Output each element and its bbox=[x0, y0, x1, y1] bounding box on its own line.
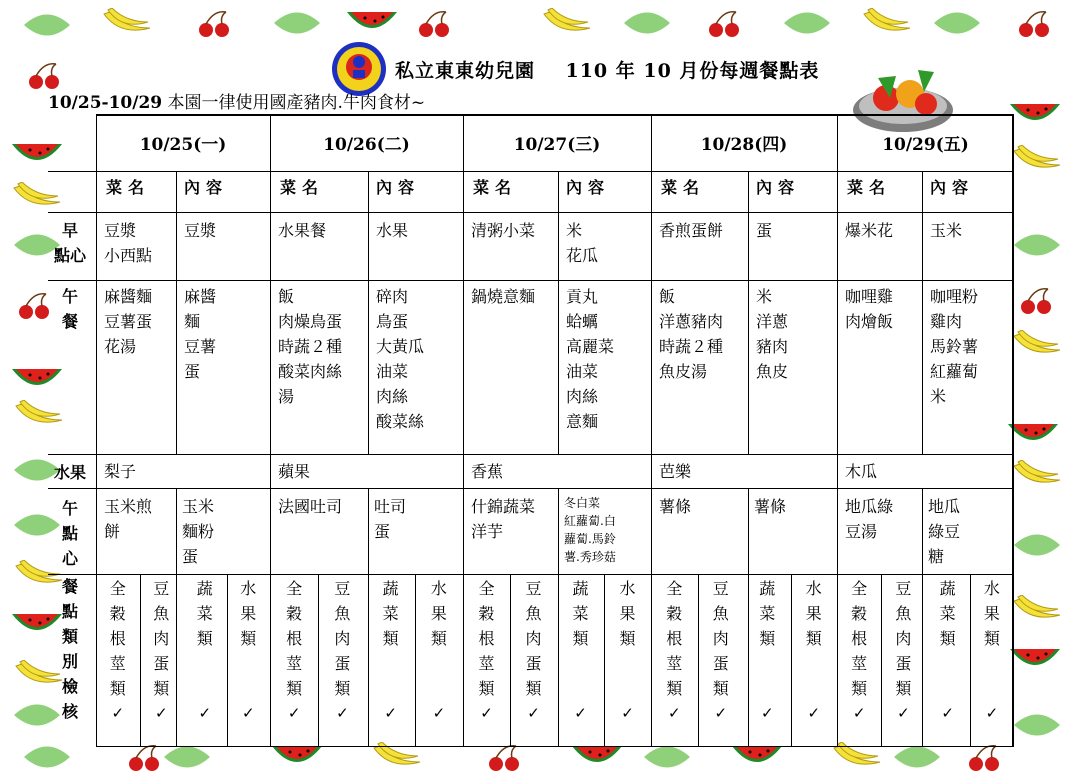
check-category-veg: 蔬 菜 類 bbox=[759, 579, 776, 648]
grid-line bbox=[881, 574, 882, 747]
cherry-icon bbox=[20, 60, 74, 90]
leaf-icon bbox=[1010, 710, 1064, 740]
check-mark-icon: ✓ bbox=[432, 704, 446, 722]
check-mark-icon: ✓ bbox=[621, 704, 634, 722]
banana-icon bbox=[1010, 460, 1064, 490]
grid-line bbox=[48, 454, 1014, 455]
fruit-item: 梨子 bbox=[104, 462, 137, 481]
check-category-protein: 豆 魚 肉 蛋 類 bbox=[895, 579, 912, 698]
lunch-dish: 鍋燒意麵 bbox=[471, 287, 536, 306]
lunch-dish: 飯 洋蔥豬肉 時蔬２種 魚皮湯 bbox=[659, 287, 724, 381]
watermelon-icon bbox=[345, 8, 399, 38]
snack-dish: 地瓜綠 豆湯 bbox=[845, 497, 894, 541]
lunch-ingredients: 咖哩粉 雞肉 馬鈴薯 紅蘿蔔 米 bbox=[930, 287, 979, 406]
grid-line bbox=[922, 171, 923, 454]
grid-line bbox=[558, 488, 559, 747]
watermelon-icon bbox=[1008, 100, 1062, 130]
grid-line bbox=[748, 171, 749, 454]
day-header: 10/25(一) bbox=[139, 135, 227, 155]
column-label-name: 菜名 bbox=[847, 178, 892, 197]
snack-ingredients: 吐司 蛋 bbox=[374, 497, 407, 541]
check-category-veg: 蔬 菜 類 bbox=[196, 579, 213, 648]
grid-line bbox=[1012, 114, 1014, 747]
cherry-icon bbox=[410, 8, 464, 38]
lunch-dish: 麻醬麵 豆薯蛋 花湯 bbox=[104, 287, 153, 356]
grid-line bbox=[48, 212, 1014, 213]
grid-line bbox=[96, 746, 1014, 747]
check-mark-icon: ✓ bbox=[241, 704, 255, 722]
cherry-icon bbox=[700, 8, 754, 38]
breakfast-dish: 清粥小菜 bbox=[471, 221, 536, 240]
snack-ingredients: 冬白菜 紅蘿蔔.白 蘿蔔.馬鈴 薯.秀珍菇 bbox=[564, 496, 616, 564]
cherry-icon bbox=[190, 8, 244, 38]
page-title bbox=[395, 56, 819, 83]
banana-icon bbox=[860, 8, 914, 38]
check-category-grain: 全 穀 根 莖 類 bbox=[478, 579, 495, 698]
check-category-fruit: 水 果 類 bbox=[240, 579, 257, 648]
breakfast-dish: 豆漿 小西點 bbox=[104, 221, 153, 265]
breakfast-dish: 水果餐 bbox=[278, 221, 327, 240]
check-category-veg: 蔬 菜 類 bbox=[572, 579, 589, 648]
ingredient-note: 本園一律使用國產豬肉.牛肉食材~ bbox=[162, 93, 426, 113]
check-category-fruit: 水 果 類 bbox=[430, 579, 447, 648]
check-category-grain: 全 穀 根 莖 類 bbox=[109, 579, 126, 698]
subtitle bbox=[48, 88, 425, 113]
watermelon-icon bbox=[1006, 420, 1060, 450]
check-mark-icon: ✓ bbox=[384, 704, 397, 722]
day-header: 10/26(二) bbox=[323, 135, 410, 155]
grid-line bbox=[748, 488, 749, 747]
watermelon-icon bbox=[1008, 645, 1062, 675]
grid-line bbox=[558, 171, 559, 454]
column-label-name: 菜名 bbox=[106, 178, 151, 197]
row-label-snack: 午 點 心 bbox=[61, 499, 78, 568]
grid-line bbox=[791, 574, 792, 747]
banana-icon bbox=[100, 8, 154, 38]
check-category-protein: 豆 魚 肉 蛋 類 bbox=[334, 579, 351, 698]
grid-line bbox=[140, 574, 141, 747]
grid-line bbox=[48, 280, 1014, 281]
grid-line bbox=[318, 574, 319, 747]
leaf-icon bbox=[270, 8, 324, 38]
grid-line bbox=[970, 574, 971, 747]
fruit-item: 香蕉 bbox=[471, 462, 504, 481]
snack-dish: 玉米煎 餅 bbox=[104, 497, 153, 541]
check-mark-icon: ✓ bbox=[714, 704, 728, 722]
grid-line bbox=[837, 114, 838, 747]
snack-ingredients: 地瓜 綠豆 糖 bbox=[928, 497, 961, 566]
check-category-fruit: 水 果 類 bbox=[619, 579, 636, 648]
breakfast-dish: 爆米花 bbox=[845, 221, 894, 240]
week-range: 10/25-10/29 bbox=[48, 93, 163, 113]
leaf-icon bbox=[930, 8, 984, 38]
breakfast-ingredients: 水果 bbox=[376, 221, 409, 240]
check-category-protein: 豆 魚 肉 蛋 類 bbox=[712, 579, 729, 698]
check-mark-icon: ✓ bbox=[527, 704, 540, 722]
breakfast-ingredients: 玉米 bbox=[930, 221, 963, 240]
fruit-item: 木瓜 bbox=[845, 462, 878, 481]
menu-title: 110 年 10 月份每週餐點表 bbox=[565, 60, 820, 82]
grid-line bbox=[48, 574, 1014, 575]
check-category-fruit: 水 果 類 bbox=[983, 579, 1000, 648]
grid-line bbox=[48, 171, 1014, 172]
grid-line bbox=[176, 171, 177, 454]
leaf-icon bbox=[1010, 530, 1064, 560]
grid-line bbox=[415, 574, 416, 747]
breakfast-ingredients: 豆漿 bbox=[184, 221, 217, 240]
check-category-veg: 蔬 菜 類 bbox=[939, 579, 956, 648]
leaf-icon bbox=[1010, 230, 1064, 260]
grid-line bbox=[651, 114, 652, 747]
grid-line bbox=[922, 488, 923, 747]
fruit-item: 蘋果 bbox=[278, 462, 311, 481]
lunch-dish: 咖哩雞 肉燴飯 bbox=[845, 287, 894, 331]
check-mark-icon: ✓ bbox=[667, 704, 681, 722]
menu-table bbox=[48, 114, 1014, 747]
grid-line bbox=[176, 488, 177, 747]
column-label-content: 內容 bbox=[930, 178, 975, 197]
snack-ingredients: 薯條 bbox=[754, 497, 787, 516]
school-name: 私立東東幼兒園 bbox=[395, 60, 536, 82]
row-label-check: 餐 點 類 別 檢 核 bbox=[61, 577, 78, 721]
check-mark-icon: ✓ bbox=[985, 704, 999, 722]
lunch-dish: 飯 肉燥鳥蛋 時蔬２種 酸菜肉絲 湯 bbox=[278, 287, 343, 406]
check-category-grain: 全 穀 根 莖 類 bbox=[666, 579, 683, 698]
lunch-ingredients: 碎肉 鳥蛋 大黃瓜 油菜 肉絲 酸菜絲 bbox=[376, 287, 425, 431]
banana-icon bbox=[1010, 145, 1064, 175]
check-mark-icon: ✓ bbox=[198, 704, 212, 722]
banana-icon bbox=[540, 8, 594, 38]
snack-dish: 法國吐司 bbox=[278, 497, 343, 516]
column-label-name: 菜名 bbox=[661, 178, 706, 197]
grid-line bbox=[368, 488, 369, 747]
snack-ingredients: 玉米 麵粉 蛋 bbox=[182, 497, 215, 566]
check-category-grain: 全 穀 根 莖 類 bbox=[286, 579, 303, 698]
breakfast-ingredients: 米 花瓜 bbox=[566, 221, 599, 265]
snack-dish: 薯條 bbox=[659, 497, 692, 516]
lunch-ingredients: 米 洋蔥 豬肉 魚皮 bbox=[756, 287, 789, 381]
grid-line bbox=[227, 574, 228, 747]
check-mark-icon: ✓ bbox=[941, 704, 954, 722]
breakfast-ingredients: 蛋 bbox=[756, 221, 773, 240]
check-mark-icon: ✓ bbox=[897, 704, 910, 722]
check-category-veg: 蔬 菜 類 bbox=[382, 579, 399, 648]
grid-line bbox=[96, 114, 1014, 116]
check-mark-icon: ✓ bbox=[154, 704, 168, 722]
check-mark-icon: ✓ bbox=[852, 704, 866, 722]
cherry-icon bbox=[1010, 8, 1064, 38]
column-label-content: 內容 bbox=[566, 178, 611, 197]
grid-line bbox=[604, 574, 605, 747]
grid-line bbox=[96, 114, 97, 747]
check-category-fruit: 水 果 類 bbox=[805, 579, 822, 648]
cherry-icon bbox=[1012, 285, 1066, 315]
grid-line bbox=[270, 114, 271, 747]
column-label-content: 內容 bbox=[376, 178, 421, 197]
check-category-protein: 豆 魚 肉 蛋 類 bbox=[525, 579, 542, 698]
lunch-ingredients: 麻醬 麵 豆薯 蛋 bbox=[184, 287, 217, 381]
grid-line bbox=[463, 114, 464, 747]
leaf-icon bbox=[780, 8, 834, 38]
snack-dish: 什錦蔬菜 洋芋 bbox=[471, 497, 536, 541]
check-mark-icon: ✓ bbox=[336, 704, 349, 722]
check-category-protein: 豆 魚 肉 蛋 類 bbox=[153, 579, 170, 698]
check-mark-icon: ✓ bbox=[480, 704, 493, 722]
row-label-lunch: 午 餐 bbox=[61, 287, 78, 331]
leaf-icon bbox=[620, 8, 674, 38]
breakfast-dish: 香煎蛋餅 bbox=[659, 221, 724, 240]
check-mark-icon: ✓ bbox=[111, 704, 125, 722]
grid-line bbox=[698, 574, 699, 747]
day-header: 10/28(四) bbox=[700, 135, 788, 155]
check-mark-icon: ✓ bbox=[807, 704, 821, 722]
day-header: 10/27(三) bbox=[513, 135, 601, 155]
check-category-grain: 全 穀 根 莖 類 bbox=[851, 579, 868, 698]
column-label-name: 菜名 bbox=[280, 178, 325, 197]
check-mark-icon: ✓ bbox=[574, 704, 587, 722]
check-mark-icon: ✓ bbox=[287, 704, 301, 722]
grid-line bbox=[368, 171, 369, 454]
fruit-item: 芭樂 bbox=[659, 462, 692, 481]
banana-icon bbox=[1010, 595, 1064, 625]
leaf-icon bbox=[20, 10, 74, 40]
grid-line bbox=[510, 574, 511, 747]
row-label-breakfast: 早 點心 bbox=[53, 221, 86, 265]
row-label-fruit: 水果 bbox=[53, 463, 86, 482]
column-label-name: 菜名 bbox=[473, 178, 518, 197]
column-label-content: 內容 bbox=[756, 178, 801, 197]
column-label-content: 內容 bbox=[184, 178, 229, 197]
grid-line bbox=[48, 488, 1014, 489]
banana-icon bbox=[1010, 330, 1064, 360]
lunch-ingredients: 貢丸 蛤蠣 高麗菜 油菜 肉絲 意麵 bbox=[566, 287, 615, 431]
day-header: 10/29(五) bbox=[882, 135, 969, 155]
check-mark-icon: ✓ bbox=[760, 704, 774, 722]
